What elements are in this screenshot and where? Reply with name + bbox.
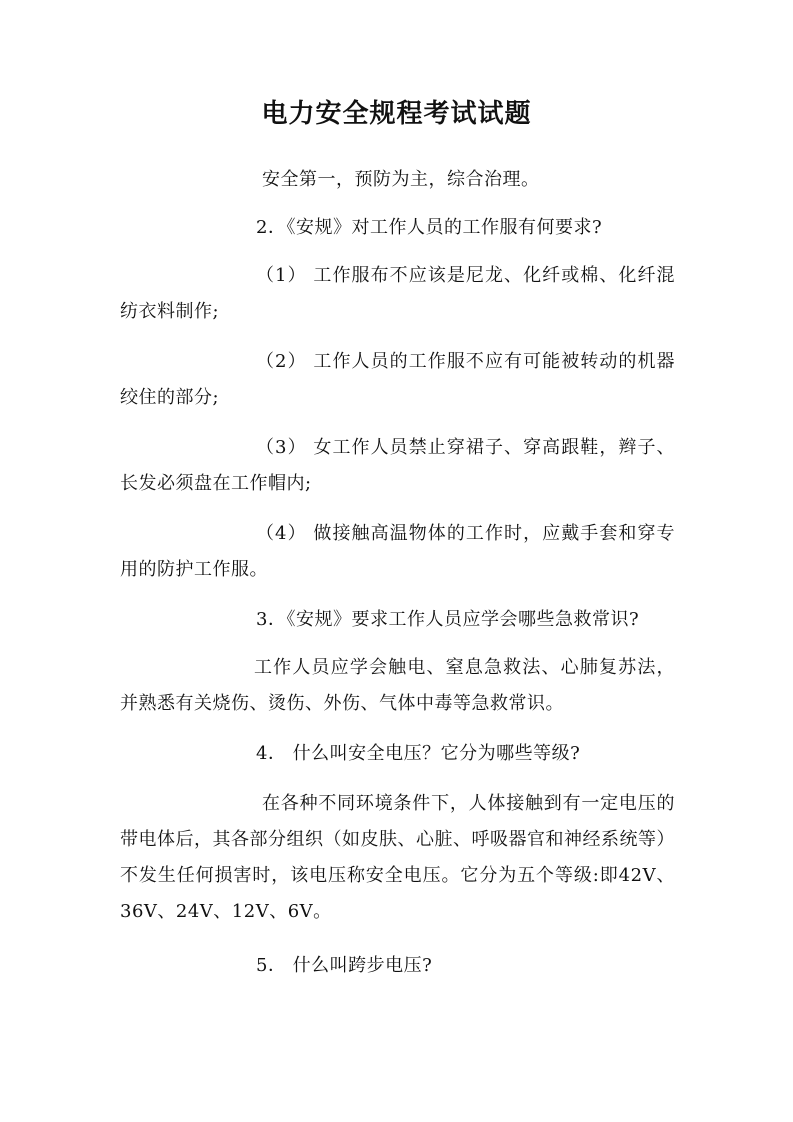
question-3: 3．《安规》要求工作人员应学会哪些急救常识?: [256, 609, 640, 630]
answer-2-item-4: （4） 做接触高温物体的工作时，应戴手套和穿专用的防护工作服。: [120, 523, 675, 580]
answer-2-item-3: （3） 女工作人员禁止穿裙子、穿高跟鞋，辫子、长发必须盘在工作帽内;: [120, 437, 675, 494]
question-5: 5． 什么叫跨步电压?: [256, 955, 433, 976]
answer-2-item-2: （2） 工作人员的工作服不应有可能被转动的机器绞住的部分;: [120, 351, 675, 408]
answer-4: 在各种不同环境条件下，人体接触到有一定电压的带电体后，其各部分组织（如皮肤、心脏、呼吸器官和神经系统等）不发生任何损害时，该电压称安全电压。它分为五个等级:即42V、36V、24V、12V、6V。: [120, 793, 675, 922]
paragraph-safety-motto: 安全第一，预防为主，综合治理。: [262, 169, 540, 190]
answer-3: 工作人员应学会触电、窒息急救法、心肺复苏法，并熟悉有关烧伤、烫伤、外伤、气体中毒等急救常识。: [120, 657, 675, 714]
document-title: 电力安全规程考试试题: [261, 99, 532, 129]
question-2: 2．《安规》对工作人员的工作服有何要求?: [256, 217, 603, 238]
question-4: 4． 什么叫安全电压？它分为哪些等级?: [256, 743, 581, 764]
answer-2-item-1: （1） 工作服布不应该是尼龙、化纤或棉、化纤混纺衣料制作;: [120, 265, 675, 322]
